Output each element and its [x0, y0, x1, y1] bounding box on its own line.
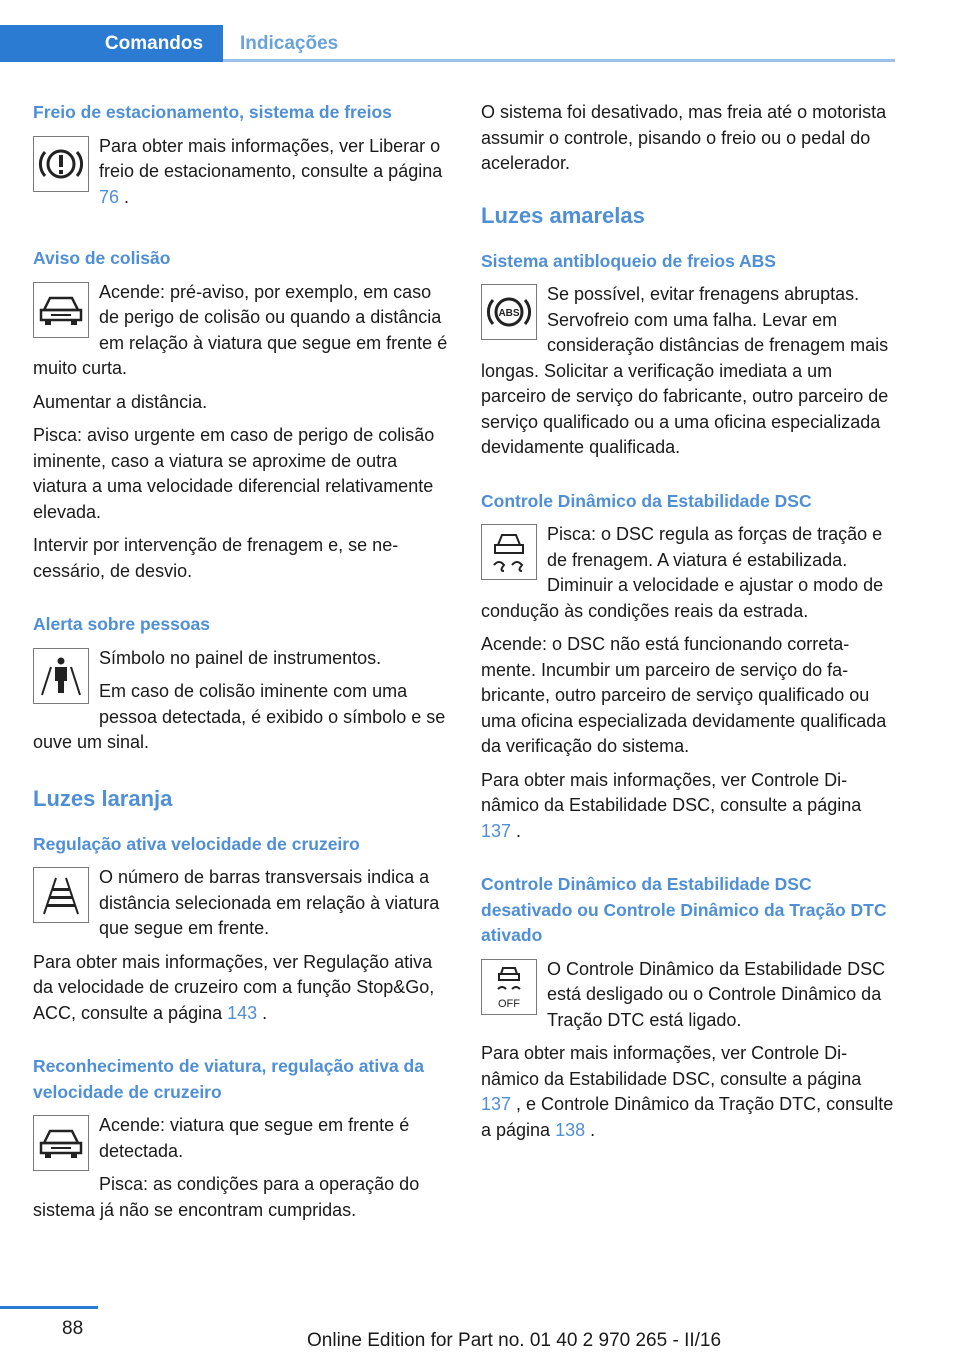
- block-pedestrian-alert: [33, 612, 448, 756]
- block-parking-brake: [33, 100, 448, 218]
- car-detected-icon: [33, 1115, 89, 1171]
- dsc-icon: [481, 524, 537, 580]
- para-pedestrian-2: Em caso de colisão iminente com uma pessoa detectada, é exibido o símbolo e se ouve um sinal.: [33, 681, 446, 752]
- para-vehicle-1: Acende: viatura que segue em frente é detectada.: [99, 1115, 410, 1161]
- para-collision-2: Aumentar a distância.: [33, 391, 208, 412]
- para-abs: Se possível, evitar frenagens abruptas. Servofreio com uma falha. Levar em consideração distâncias de frenagem mais longas. Solicitar a verificação imediata a um parceiro de serviço do fabricante, outro parceiro de serviço qualificado ou a uma oficina especializada devidamente qualificada.: [481, 284, 889, 457]
- edition-footer: Online Edition for Part no. 01 40 2 970 265 - II/16: [307, 1330, 722, 1351]
- distance-bars-icon: [33, 867, 89, 923]
- text: Para obter mais informações, ver Regulação ativa da velocidade de cruzeiro com a função Stop&Go, ACC, consulte a página: [33, 951, 435, 1023]
- block-dsc: [481, 489, 896, 845]
- para-dsc-2: Acende: o DSC não está funcionando corretamente. Incumbir um parceiro de serviço do fabricante, outro parceiro de serviço qualificado ou uma oficina especializada devidamente qualificada da verificação do sistema.: [481, 634, 887, 756]
- para-acc-2: [33, 950, 448, 1027]
- page-link-137[interactable]: 137: [481, 820, 512, 841]
- heading-vehicle-detection: Reconhecimento de viatura, regulação ativa da velocidade de cruzeiro: [33, 1056, 424, 1102]
- right-column: [481, 100, 896, 1171]
- dsc-off-label: OFF: [498, 997, 520, 1010]
- para-collision-4: Intervir por intervenção de frenagem e, se necessário, de desvio.: [33, 535, 399, 581]
- header-rule: [223, 59, 895, 62]
- text: , e Controle Dinâmico da Tração DTC, consulte a página: [481, 1094, 894, 1140]
- para-acc-1: O número de barras transversais indica a distância selecionada em relação à viatura que segue em frente.: [99, 867, 440, 938]
- heading-parking-brake: Freio de estacionamento, sistema de freios: [33, 102, 392, 122]
- text: Para obter mais informações, ver Controle Dinâmico da Estabilidade DSC, consulte a página: [481, 1043, 862, 1089]
- page-link-138[interactable]: 138: [555, 1119, 586, 1140]
- block-vehicle-detection: [33, 1054, 448, 1223]
- text: .: [585, 1119, 596, 1140]
- para-dsc-off-1: O Controle Dinâmico da Estabilidade DSC está desligado ou o Controle Dinâmico da Tração DTC está ligado.: [547, 958, 886, 1030]
- page-number-rule: [0, 1306, 98, 1309]
- text: .: [511, 820, 522, 841]
- heading-pedestrian-alert: Alerta sobre pessoas: [33, 614, 211, 634]
- text: .: [257, 1002, 268, 1023]
- pedestrian-icon: [33, 648, 89, 704]
- para-dsc-off-2: [481, 1041, 896, 1143]
- header-bar: [0, 0, 960, 62]
- heading-acc: Regulação ativa velocidade de cruzeiro: [33, 833, 360, 854]
- page-link-76[interactable]: 76: [99, 186, 120, 207]
- heading-abs: Sistema antibloqueio de freios ABS: [481, 250, 776, 271]
- heading-dsc: Controle Dinâmico da Estabilidade DSC: [481, 490, 812, 511]
- text: Para obter mais informações, ver Liberar o freio de estacionamento, consulte a página: [99, 135, 443, 181]
- svg-text:ABS: ABS: [498, 308, 520, 319]
- page-link-143[interactable]: 143: [227, 1002, 258, 1023]
- car-collision-icon: [33, 282, 89, 338]
- tab-indicacoes[interactable]: Indicações: [240, 33, 339, 54]
- heading-dsc-off: Controle Dinâmico da Estabilidade DSC desativado ou Controle Dinâmico da Tração DTC ativado: [481, 874, 887, 945]
- left-column: [33, 100, 448, 1251]
- dsc-off-icon: [481, 959, 537, 1015]
- header-accent: [0, 25, 85, 62]
- para-dsc-3: [481, 768, 896, 845]
- block-collision-warning: [33, 246, 448, 584]
- para-collision-3: Pisca: aviso urgente em caso de perigo de colisão iminente, caso a viatura se aproxime de outra viatura a uma velocidade diferencial relativamente elevada.: [33, 425, 435, 522]
- para-collision-1: Acende: pré-aviso, por exemplo, em caso de perigo de colisão ou quando a distância em relação à viatura que segue em frente é muito curta.: [33, 281, 448, 378]
- block-dsc-off: [481, 872, 896, 1143]
- brake-warning-icon: [33, 136, 89, 192]
- para-intro: O sistema foi desativado, mas freia até o motorista assumir o controle, pisando o freio ou o pedal do acelerador.: [481, 102, 887, 173]
- text: Para obter mais informações, ver Controle Dinâmico da Estabilidade DSC, consulte a página: [481, 769, 862, 815]
- para-pedestrian-1: Símbolo no painel de instrumentos.: [99, 647, 382, 668]
- section-yellow-lights: Luzes amarelas: [481, 202, 645, 228]
- text: .: [119, 186, 130, 207]
- block-abs: [481, 249, 896, 461]
- block-acc: [33, 832, 448, 1027]
- abs-icon: [481, 284, 537, 340]
- tab-comandos[interactable]: Comandos: [85, 25, 223, 62]
- para-vehicle-2: Pisca: as condições para a operação do sistema já não se encontram cumpridas.: [33, 1174, 420, 1220]
- page-number: 88: [62, 1318, 84, 1339]
- page-link-137b[interactable]: 137: [481, 1094, 512, 1114]
- heading-collision-warning: Aviso de colisão: [33, 248, 171, 268]
- para-parking-brake: [33, 134, 448, 211]
- para-dsc-1: Pisca: o DSC regula as forças de tração e de frenagem. A viatura é estabilizada. Diminuir a velocidade e ajustar o modo de condução às condições reais da estrada.: [481, 524, 884, 621]
- section-orange-lights: Luzes laranja: [33, 785, 173, 811]
